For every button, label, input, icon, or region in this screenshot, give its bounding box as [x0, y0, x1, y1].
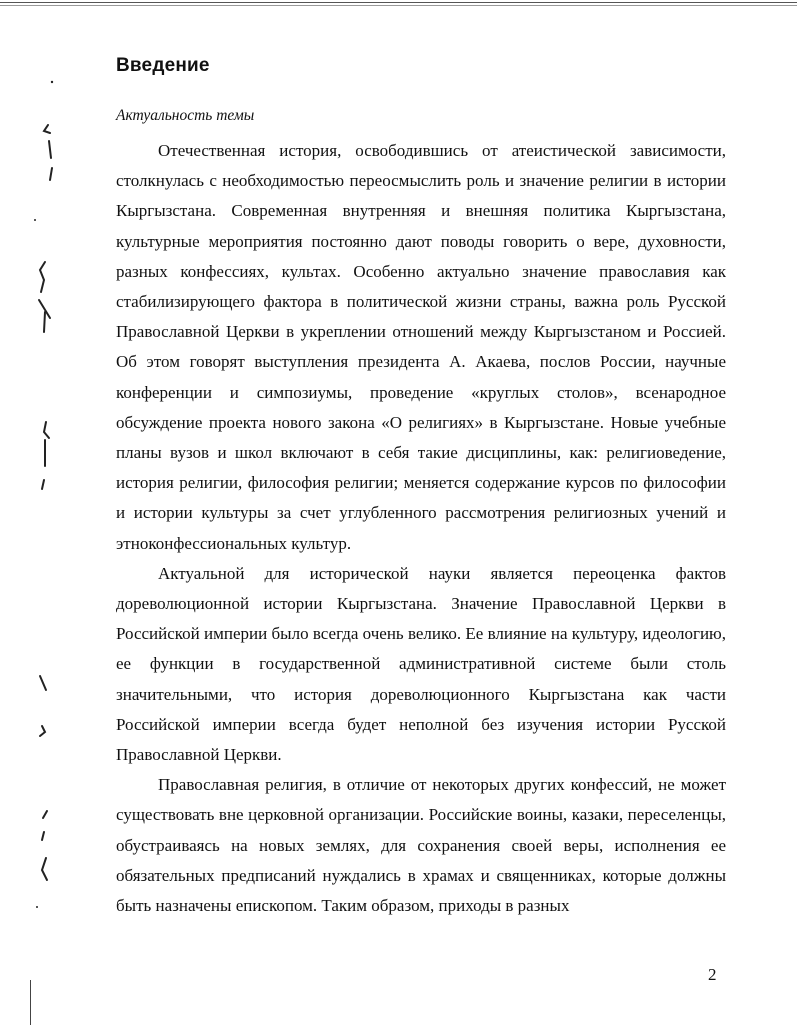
body-text: [116, 136, 726, 921]
scan-left-edge-line: [30, 980, 31, 1025]
top-scan-border-secondary: [0, 5, 797, 6]
section-heading: Введение: [116, 55, 210, 76]
paragraph-1: Отечественная история, освободившись от атеистической зависимости, столкнулась с необходимостью переосмыслить роль и значение религии в истории Кыргызстана. Современная внутренняя и внешняя политика Кыргызстана, культурные мероприятия постоянно дают поводы говорить о вере, духовности, разных конфессиях, культах. Особенно актуально значение православия как стабилизирующего фактора в политической жизни страны, важна роль Русской Православной Церкви в укреплении отношений между Кыргызстаном и Россией. Об этом говорят выступления президента А. Акаева, послов России, научные конференции и симпозиумы, проведение «круглых столов», всенародное обсуждение проекта нового закона «О религиях» в Кыргызстане. Новые учебные планы вузов и школ включают в себя такие дисциплины, как: религиоведение, история религии, философия религии; меняется содержание курсов по философии и истории культуры за счет углубленного рассмотрения религиозных учений и этноконфессиональных культур.: [116, 141, 726, 553]
scan-margin-artifacts: [0, 0, 70, 1028]
section-subheading: Актуальность темы: [116, 107, 255, 124]
page-number: 2: [708, 965, 717, 984]
paragraph-3: Православная религия, в отличие от некоторых других конфессий, не может существовать вне церковной организации. Российские воины, казаки, переселенцы, обустраиваясь на новых землях, для сохранения своей веры, исполнения ее обязательных предписаний нуждались в храмах и священниках, которые должны быть назначены епископом. Таким образом, приходы в разных: [116, 775, 726, 916]
paragraph-2: Актуальной для исторической науки является переоценка фактов дореволюционной истории Кыргызстана. Значение Православной Церкви в Российской империи было всегда очень велико. Ее влияние на культуру, идеологию, ее функции в государственной административной системе были столь значительными, что история дореволюционного Кыргызстана как части Российской империи всегда будет неполной без изучения истории Русской Православной Церкви.: [116, 563, 726, 765]
top-scan-border: [0, 2, 797, 3]
